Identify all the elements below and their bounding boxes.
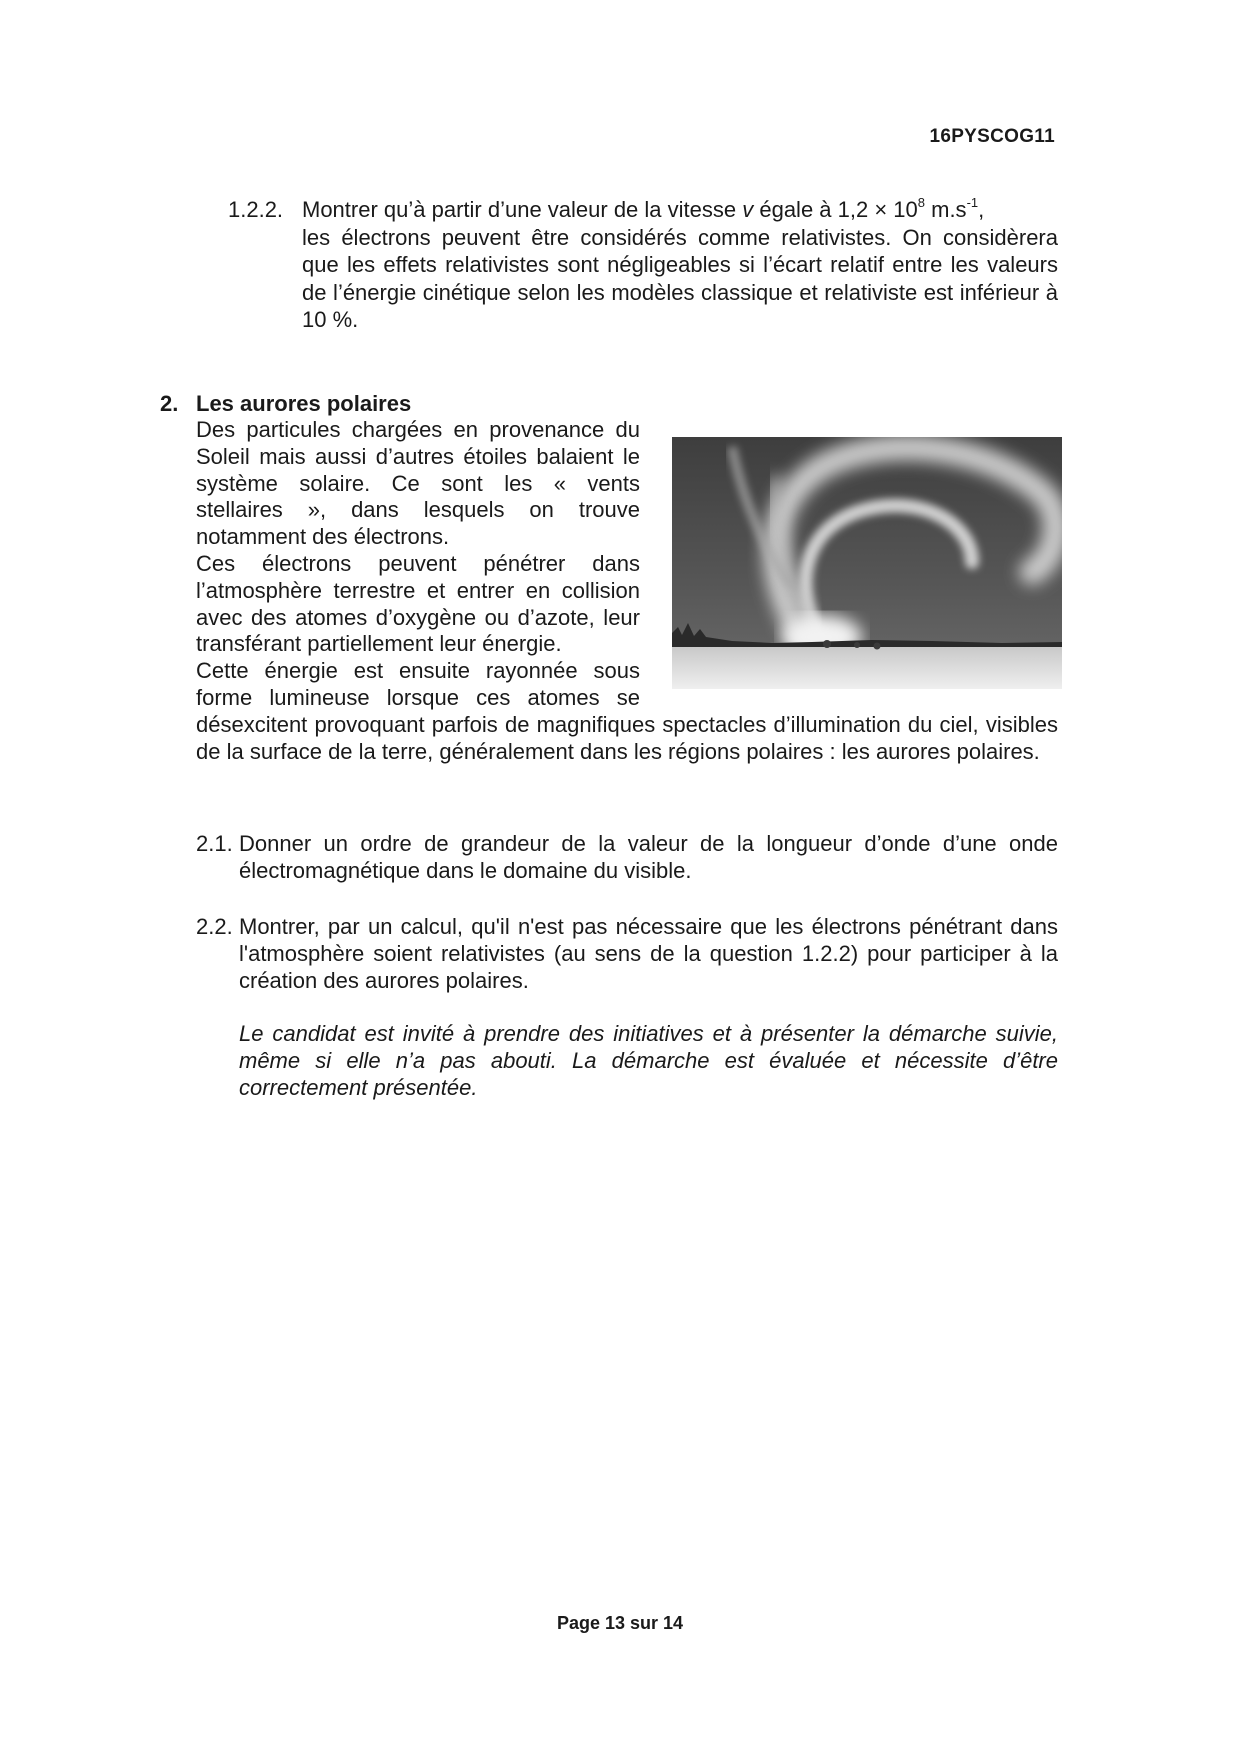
exponent: 8 [917,194,925,210]
question-text: Montrer, par un calcul, qu'il n'est pas nécessaire que les électrons pénétrant dans l'atmosphère soient relativistes (au sens de la question 1.2.2) pour participer à la création des aurores polaires. [239,914,1058,993]
intro-paragraph-3: Cette énergie est ensuite rayonnée sous forme lumineuse lorsque ces atomes se désexcitent provoquant parfois de magnifiques spectacles d’illumination du ciel, visibles de la surface de la terre, généralement dans les régions polaires : les aurores polaires. [196,658,1058,764]
section-heading [160,391,411,417]
question-number: 2.1. [196,831,233,856]
section-intro [196,417,1058,765]
intro-paragraph-1: Des particules chargées en provenance du Soleil mais aussi d’autres étoiles balaient le système solaire. Ce sont les « vents stellaires », dans lesquels on trouve notamment des électrons. [196,417,640,550]
section-number: 2. [160,391,179,416]
question-text-part: égale à 1,2 × 10 [753,197,918,222]
question-rest: les électrons peuvent être considérés comme relativistes. On considèrera que les effets relativistes sont négligeables si l’écart relatif entre les valeurs de l’énergie cinétique selon les modèles classique et relativiste est inférieur à 10 %. [302,224,1058,332]
aurora-photo [672,437,1062,689]
question-number: 1.2.2. [228,197,284,222]
question-text: Donner un ordre de grandeur de la valeur de la longueur d’onde d’une onde électromagnétique dans le domaine du visible. [239,831,1058,883]
question-number: 2.2. [196,914,233,939]
question-body [302,196,1058,334]
intro-paragraph-2: Ces électrons peuvent pénétrer dans l’atmosphère terrestre et entrer en collision avec des atomes d’oxygène ou d’azote, leur transférant partiellement leur énergie. [196,550,640,657]
section-title: Les aurores polaires [196,391,412,416]
question-first-line [302,196,1058,224]
candidate-note: Le candidat est invité à prendre des initiatives et à présenter la démarche suivie, même si elle n’a pas abouti. La démarche est évaluée et nécessite d’être correctement présentée. [239,1021,1058,1100]
document-code: 16PYSCOG11 [929,126,1055,147]
page-number: Page 13 sur 14 [556,1613,684,1633]
question-text-part: , [978,197,985,222]
question-text-part: Montrer qu’à partir d’une valeur de la vitesse [302,197,743,222]
question-text-part: m.s [925,197,967,222]
velocity-symbol: v [742,197,754,222]
exponent: -1 [966,194,979,210]
question-2-2 [196,913,1058,994]
question-2-1 [196,830,1058,884]
question-1-2-2 [228,196,1058,334]
